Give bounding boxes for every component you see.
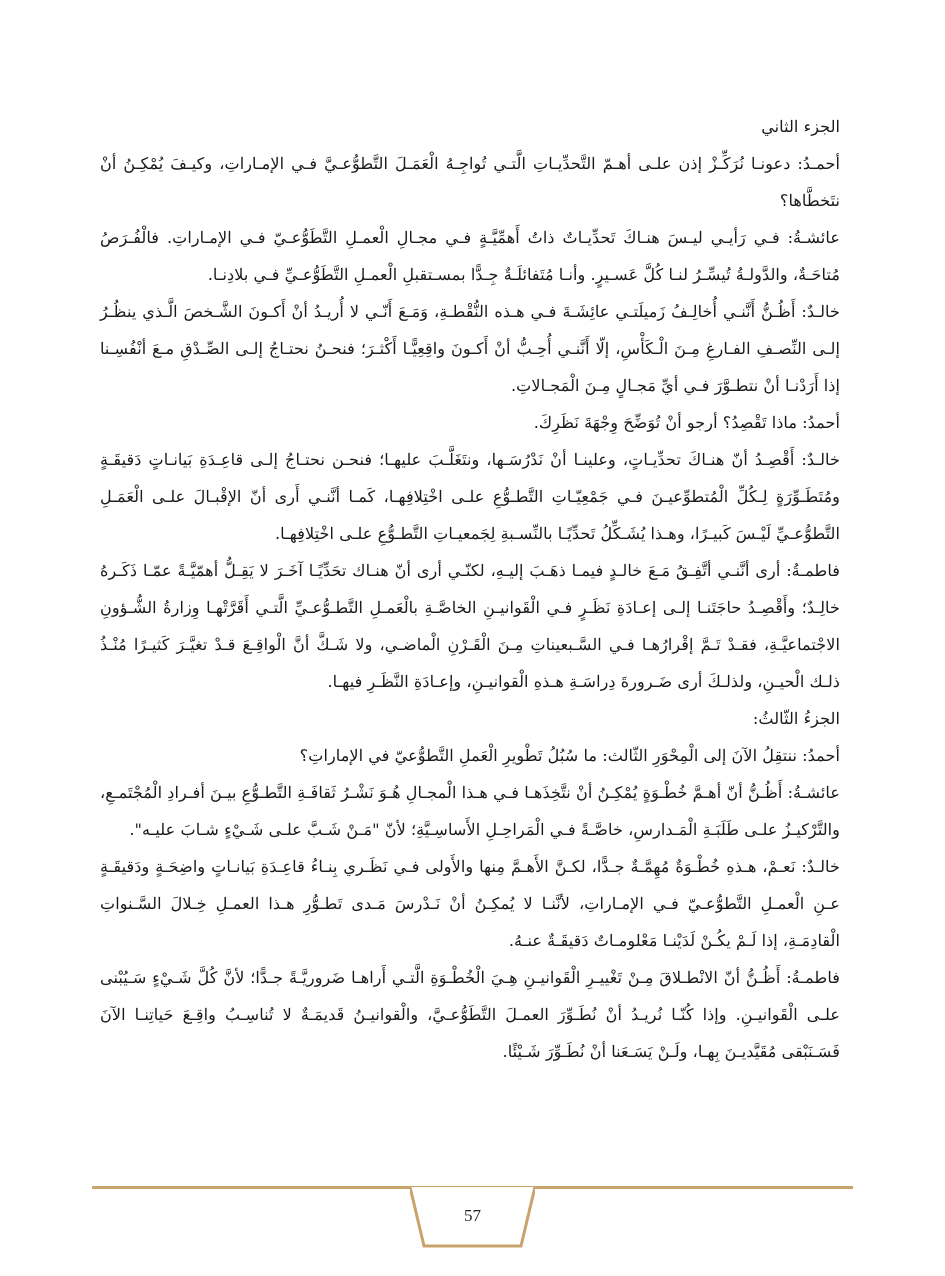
dialogue-paragraph: خالـدٌ: نَعـمْ، هـذهِ خُطْـوَةٌ مُهِمَّـةٌ جـدًّا، لكـنَّ الأَهـمَّ مِنها والأَولى فـي نَظَـري بِنـاءُ قاعِـدَةِ بَيانـاتٍ واضِحَـةٍ ودَقيقَـةٍ عـنِ الْعمـلِ التَّطوُّعـيّ فـي الإمـاراتِ، لأنَّنـا لا يُمكِـنُ أنْ نَـدْرسَ مَـدى تَطـوُّرِ هـذا العمـلِ خِـلالَ السَّـنواتِ الْقادِمَـةِ، إذا لَـمْ يكُـنْ لَدَيْنـا مَعْلومـاتٌ دَقيقَـةٌ عنـهُ. <box>100 857 840 950</box>
page-number: 57 <box>464 1206 481 1225</box>
dialogue-paragraph: عائشـةُ: فـي رَأيـي ليـسَ هنـاكَ تَحدِّيـاتٌ ذاتُ أَهمِّيَّـةٍ فـي مجـالِ الْعمـلِ التَّطَوُّعـيّ فـي الإمـاراتِ. فالْفُـرَصُ مُتاحَـةٌ، والدَّولـةُ تُيسِّـرُ لنـا كُلَّ عَسـيرٍ. وأنـا مُتَفائلَـةٌ جِـدًّا بمسـتقبلِ الْعمـلِ التَّطَوُّعـيِّ فـي بلادِنـا. <box>100 228 840 284</box>
dialogue-paragraph: فاطمـةُ: أرى أنَّنـي أتَّفِـقُ مَـعَ خالـدٍ فيمـا ذهَـبَ إليـهِ، لكنّـي أرى أنّ هنـاك تحَدِّيًـا آخَـرَ لا يَقِـلُّ أهمّيَّـةً عمّـا ذَكَـرهُ خالِـدٌ؛ وأَقْصِـدُ حاجَتَنـا إلـى إعـادَةِ نَظَـرٍ فـي الْقَوانيـنِ الخاصَّـةِ بالْعَمـلِ التَّطـوُّعـيِّ الَّتـي أَقَرَّتْهـا وِزارةُ الشُّـؤونِ الاجْتماعيَّـةِ، فقـدْ تَـمَّ إقْرارُهـا فـي السَّـبعيناتِ مِـنَ الْقَـرْنِ الْماضـي، ولا شَـكَّ أنَّ الْواقِـعَ قـدْ تغيَّـرَ كَثيـرًا مُنْـذُ ذلـك الْحيـنِ، ولذلـكَ أرى ضَـرورةَ دِراسَـةِ هـذهِ الْقوانيـنِ، وإعـادَةِ النَّظَـرِ فيهـا. <box>100 561 840 691</box>
dialogue-paragraph: فاطمـةُ: أَظُـنُّ أنّ الانْطـلاقَ مِـنْ تَغْييـرِ الْقَوانيـنِ هِـيَ الْخُطْـوَةِ الَّتـي أَراهـا ضَروريَّـةً جـدًّا؛ لأنَّ كُلَّ شَـيْءٍ سَـيُبْنى علـى الْقَوانيـنِ. وإذا كُنّـا نُريـدُ أنْ نُطَـوِّرَ العمـلَ التَّطَوُّعـيَّ، والْقوانيـنُ قَديمَـةٌ لا تُناسِـبُ واقِـعَ حَياتِنـا الآنَ فَسَـنَبْقى مُقَيَّديـنَ بِهـا، ولَـنْ يَسَـعَنا أنْ نُطَـوِّرَ شَـيْئًا. <box>100 968 840 1061</box>
dialogue-paragraph: أحمدُ: ماذا تَقْصِدُ؟ أرجو أنْ تُوَضِّحَ وِجْهَةَ نَظَرِكَ. <box>533 413 840 432</box>
dialogue-paragraph: عائشـةُ: أَظُـنُّ أنّ أهـمَّ خُطْـوَةٍ يُمْكِـنُ أنْ نتَّخِذَهـا فـي هـذا الْمجـالِ هُـوَ نَشْـرُ ثَقافَـةِ التَّطـوُّعِ بيـنَ أفـرادِ الْمُجْتَمـعِ، والتَّرْكيـزُ علـى طَلَبَـةِ الْمَـدارسِ، خاصَّـةً فـي الْمَراحِـلِ الأَساسِـيَّةِ؛ لأنّ "مَـنْ شَـبَّ علـى شَـيْءٍ شـابَ عليـه". <box>100 783 840 839</box>
dialogue-paragraph: خالـدٌ: أَظُـنُّ أَنَّنـي أُخالِـفُ زَميلَتـي عائِشَـةَ فـي هـذه النُّقْطـةِ، وَمَـعَ أَنّـي لا أُريـدُ أنْ أَكـونَ الشَّـخصَ الَّـذي ينظُـرُ إلـى النِّصـفِ الفـارغِ مِـنَ الْـكَأْسِ، إلّا أَنَّنـي أُحِـبُّ أنْ أَكـونَ واقِعِيًّـا أَكْثـرَ؛ فنحـنُ نحتـاجُ إلـى الصِّـدْقِ مـعَ أنْفُسِـنا إذا أَرَدْنـا أنْ نتطـوَّرَ فـي أيِّ مَجـالٍ مِـنَ الْمَجـالاتِ. <box>100 302 840 395</box>
dialogue-paragraph: أحمـدُ: دعونـا نُرَكِّـزْ إذن علـى أهـمّ التَّحدِّيـاتِ الَّتـي تُواجِـهُ الْعَمَـلَ التَّطوُّعـيَّ فـي الإمـاراتِ، وكيـفَ يُمْكِـنُ أنْ نتَخطَّاها؟ <box>100 154 840 210</box>
dialogue-paragraph: خالـدٌ: أَقْصِـدُ أنّ هنـاكَ تحدِّيـاتٍ، وعلينـا أنْ نَدْرُسَـها، ونتَغَلَّـبَ عليهـا؛ فنحـن نحتـاجُ إلـى قاعِـدَةِ بَيانـاتٍ دَقيقَـةٍ ومُتَطَـوِّرَةٍ لِـكُلِّ الْمُتطوِّعيـنَ فـي جَمْعِيّـاتِ التَّطـوُّعِ علـى اخْتِلافِهـا، كَمـا أنَّنـي أَرى أنّ الإقْبـالَ علـى الْعَمَـلِ التَّطوُّعـيِّ لَيْـسَ كَبيـرًا، وهـذا يُشَـكِّلُ تَحدِّيًـا بالنِّسـبةِ لِجَمعيـاتِ التَّطـوُّعِ علـى اخْتِلافِهـا. <box>100 450 840 543</box>
page-body <box>100 108 840 1070</box>
dialogue-paragraph: أحمدُ: ننتقِلُ الآنَ إلى الْمِحْوَرِ الثّالث: ما سُبُلُ تَطْويرِ الْعَملِ التَّطوُّعيّ في الإماراتِ؟ <box>299 746 840 765</box>
section-heading-part-two: الجزء الثاني <box>761 117 840 136</box>
section-heading-part-three: الجزءُ الثّالثُ: <box>752 709 840 728</box>
